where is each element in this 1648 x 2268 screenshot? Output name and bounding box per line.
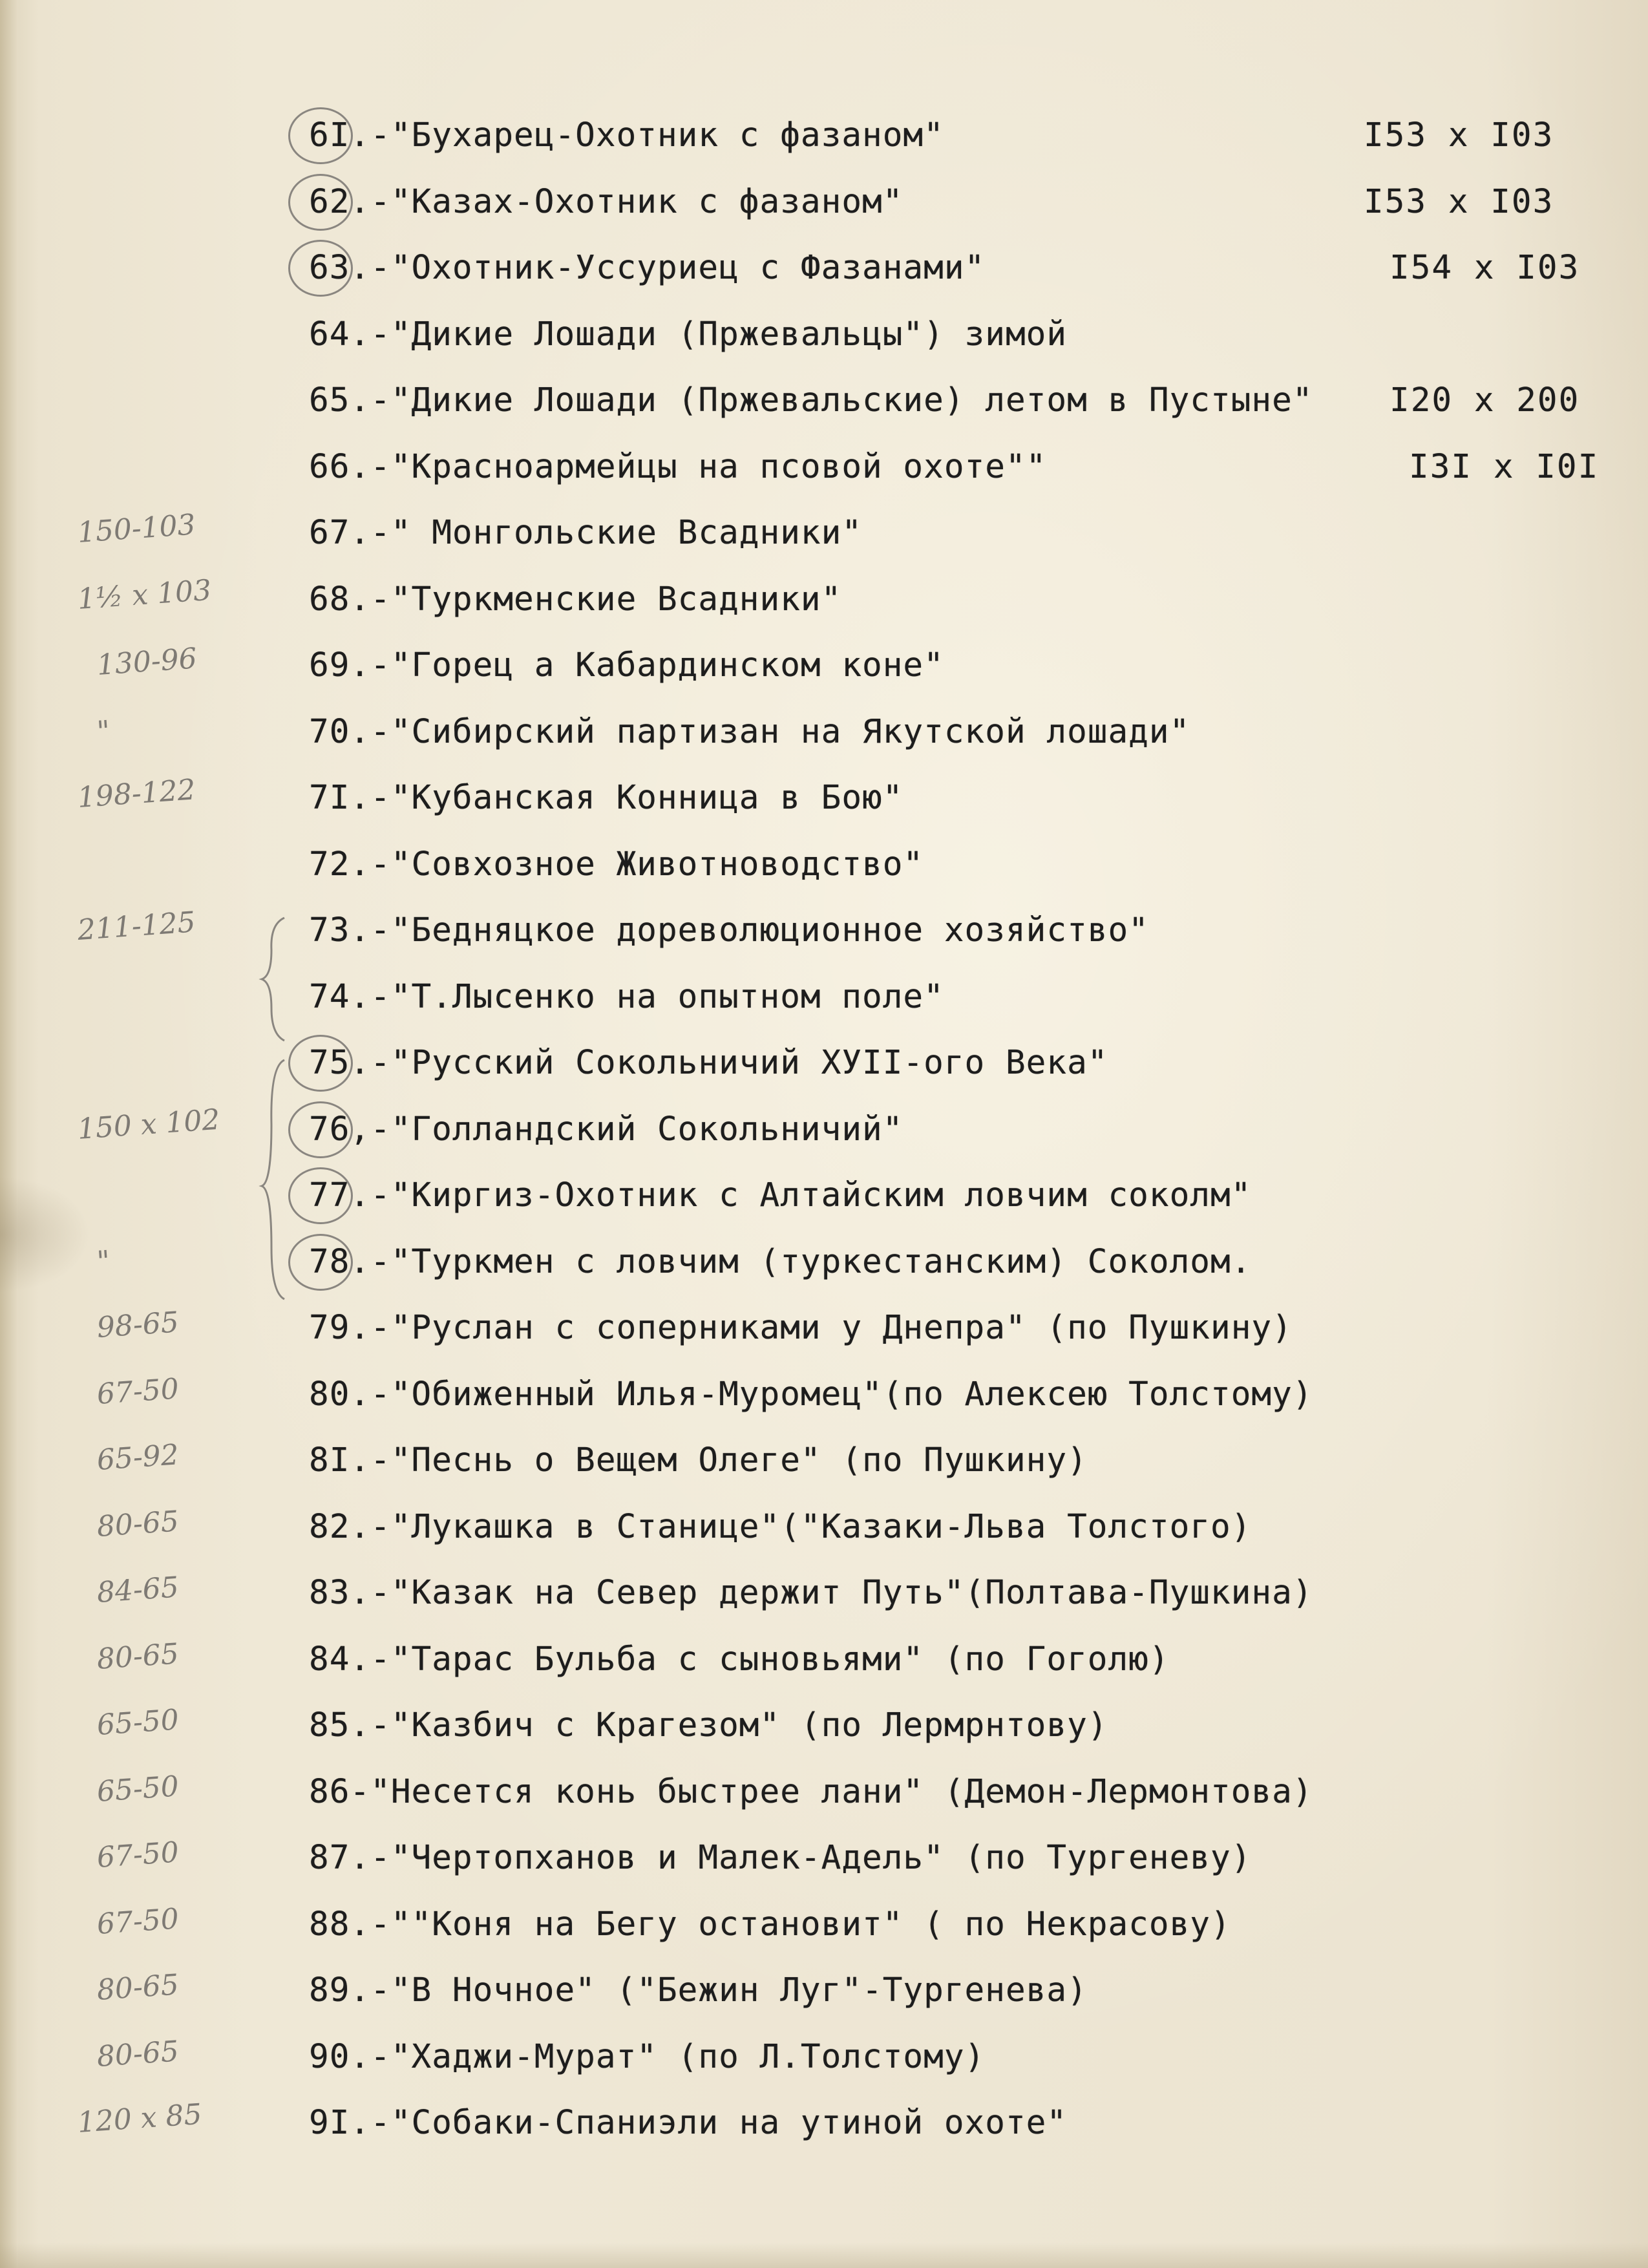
entry-title: 88.-""Коня на Бегу остановит" ( по Некрасову) — [309, 1905, 1231, 1944]
handwritten-size-note: " — [96, 1244, 111, 1278]
list-item — [0, 1362, 1648, 1427]
list-item — [0, 832, 1648, 897]
entry-title: 67.-" Монгольские Всадники" — [309, 514, 863, 552]
entry-title: 66.-"Красноармейцы на псовой охоте"" — [309, 447, 1047, 486]
list-item — [0, 633, 1648, 698]
entry-title: 74.-"Т.Лысенко на опытном поле" — [309, 977, 944, 1016]
entry-dimensions: I53 x I03 — [1364, 182, 1554, 221]
list-item — [0, 1693, 1648, 1758]
entry-dimensions: I3I x I0I — [1409, 447, 1600, 486]
handwritten-size-note: 65-50 — [96, 1769, 180, 1808]
handwritten-size-note: 65-50 — [96, 1703, 180, 1742]
list-item — [0, 1760, 1648, 1825]
entry-title: 69.-"Горец а Кабардинском коне" — [309, 646, 944, 684]
list-item — [0, 170, 1648, 235]
entry-dimensions: I53 x I03 — [1364, 116, 1554, 154]
handwritten-size-note: 130-96 — [96, 642, 198, 682]
handwritten-size-note: 80-65 — [96, 1504, 180, 1543]
list-item — [0, 898, 1648, 963]
entry-title: 86-"Несется конь быстрее лани" (Демон-Лермонтова) — [309, 1772, 1313, 1811]
entry-dimensions: I20 x 200 — [1389, 381, 1580, 419]
handwritten-size-note: 98-65 — [96, 1306, 180, 1344]
handwritten-size-note: 1½ x 103 — [76, 573, 213, 616]
bottom-edge — [0, 2243, 1648, 2268]
list-item — [0, 1958, 1648, 2023]
handwritten-size-note: 80-65 — [96, 2034, 180, 2073]
entry-title: 62.-"Казах-Охотник с фазаном" — [309, 182, 903, 221]
entry-title: 7I.-"Кубанская Конница в Бою" — [309, 779, 903, 817]
list-item — [0, 965, 1648, 1030]
entry-title: 64.-"Дикие Лошади (Пржевальцы") зимой — [309, 315, 1068, 354]
list-item — [0, 567, 1648, 632]
entry-title: 70.-"Сибирский партизан на Якутской лошади" — [309, 712, 1190, 751]
entry-title: 68.-"Туркменские Всадники" — [309, 580, 842, 619]
entry-title: 6I.-"Бухарец-Охотник с фазаном" — [309, 116, 944, 154]
list-item — [0, 766, 1648, 831]
handwritten-size-note: 67-50 — [96, 1902, 180, 1941]
handwritten-size-note: 84-65 — [96, 1571, 180, 1609]
list-item — [0, 1826, 1648, 1891]
list-item — [0, 236, 1648, 301]
entry-title: 72.-"Совхозное Животноводство" — [309, 845, 924, 884]
list-item — [0, 2025, 1648, 2090]
list-item — [0, 1031, 1648, 1096]
entry-title: 87.-"Чертопханов и Малек-Адель" (по Тургеневу) — [309, 1839, 1252, 1877]
entry-title: 85.-"Казбич с Крагезом" (по Лермрнтову) — [309, 1706, 1108, 1744]
handwritten-size-note: 150-103 — [76, 508, 197, 549]
list-item — [0, 1163, 1648, 1228]
list-item — [0, 302, 1648, 367]
list-item — [0, 700, 1648, 765]
entry-title: 84.-"Тарас Бульба с сыновьями" (по Гоголю) — [309, 1640, 1170, 1679]
entry-title: 80.-"Обиженный Илья-Муромец"(по Алексею Толстому) — [309, 1375, 1313, 1414]
entry-title: 8I.-"Песнь о Вещем Олеге" (по Пушкину) — [309, 1441, 1088, 1479]
handwritten-size-note: 67-50 — [96, 1836, 180, 1874]
entry-title: 83.-"Казак на Север держит Путь"(Полтава-Пушкина) — [309, 1574, 1313, 1612]
handwritten-size-note: 120 x 85 — [76, 2097, 204, 2139]
list-item — [0, 1892, 1648, 1957]
list-item — [0, 1097, 1648, 1162]
entry-title: 90.-"Хаджи-Мурат" (по Л.Толстому) — [309, 2037, 986, 2076]
list-item — [0, 1296, 1648, 1361]
handwritten-size-note: 65-92 — [96, 1438, 180, 1477]
list-item — [0, 1561, 1648, 1626]
handwritten-size-note: " — [96, 714, 111, 748]
entry-title: 78.-"Туркмен с ловчим (туркестанским) Соколом. — [309, 1242, 1252, 1281]
entry-title: 75.-"Русский Сокольничий ХУII-ого Века" — [309, 1044, 1108, 1082]
handwritten-size-note: 150 x 102 — [76, 1103, 221, 1146]
list-item — [0, 501, 1648, 566]
entry-title: 89.-"В Ночное" ("Бежин Луг"-Тургенева) — [309, 1971, 1088, 2009]
list-item — [0, 1627, 1648, 1692]
entry-title: 82.-"Лукашка в Станице"("Казаки-Льва Толстого) — [309, 1507, 1252, 1546]
list-item — [0, 2091, 1648, 2156]
list-item — [0, 1495, 1648, 1560]
list-item — [0, 103, 1648, 168]
entry-dimensions: I54 x I03 — [1389, 249, 1580, 287]
handwritten-size-note: 67-50 — [96, 1372, 180, 1411]
handwritten-size-note: 80-65 — [96, 1637, 180, 1676]
handwritten-size-note: 211-125 — [76, 906, 197, 947]
entry-title: 65.-"Дикие Лошади (Пржевальские) летом в Пустыне" — [309, 381, 1313, 419]
handwritten-size-note: 198-122 — [76, 773, 197, 814]
entry-title: 79.-"Руслан с соперниками у Днепра" (по Пушкину) — [309, 1309, 1293, 1347]
entry-title: 77.-"Киргиз-Охотник с Алтайским ловчим соколм" — [309, 1176, 1252, 1214]
list-item — [0, 368, 1648, 433]
entry-title: 63.-"Охотник-Уссуриец с Фазанами" — [309, 249, 986, 287]
entry-title: 76,-"Голландский Сокольничий" — [309, 1110, 903, 1149]
entry-title: 9I.-"Собаки-Спаниэли на утиной охоте" — [309, 2104, 1068, 2142]
list-item — [0, 1230, 1648, 1295]
handwritten-size-note: 80-65 — [96, 1968, 180, 2007]
entry-title: 73.-"Бедняцкое дореволюционное хозяйство" — [309, 911, 1149, 949]
list-item — [0, 1428, 1648, 1493]
list-item — [0, 435, 1648, 500]
